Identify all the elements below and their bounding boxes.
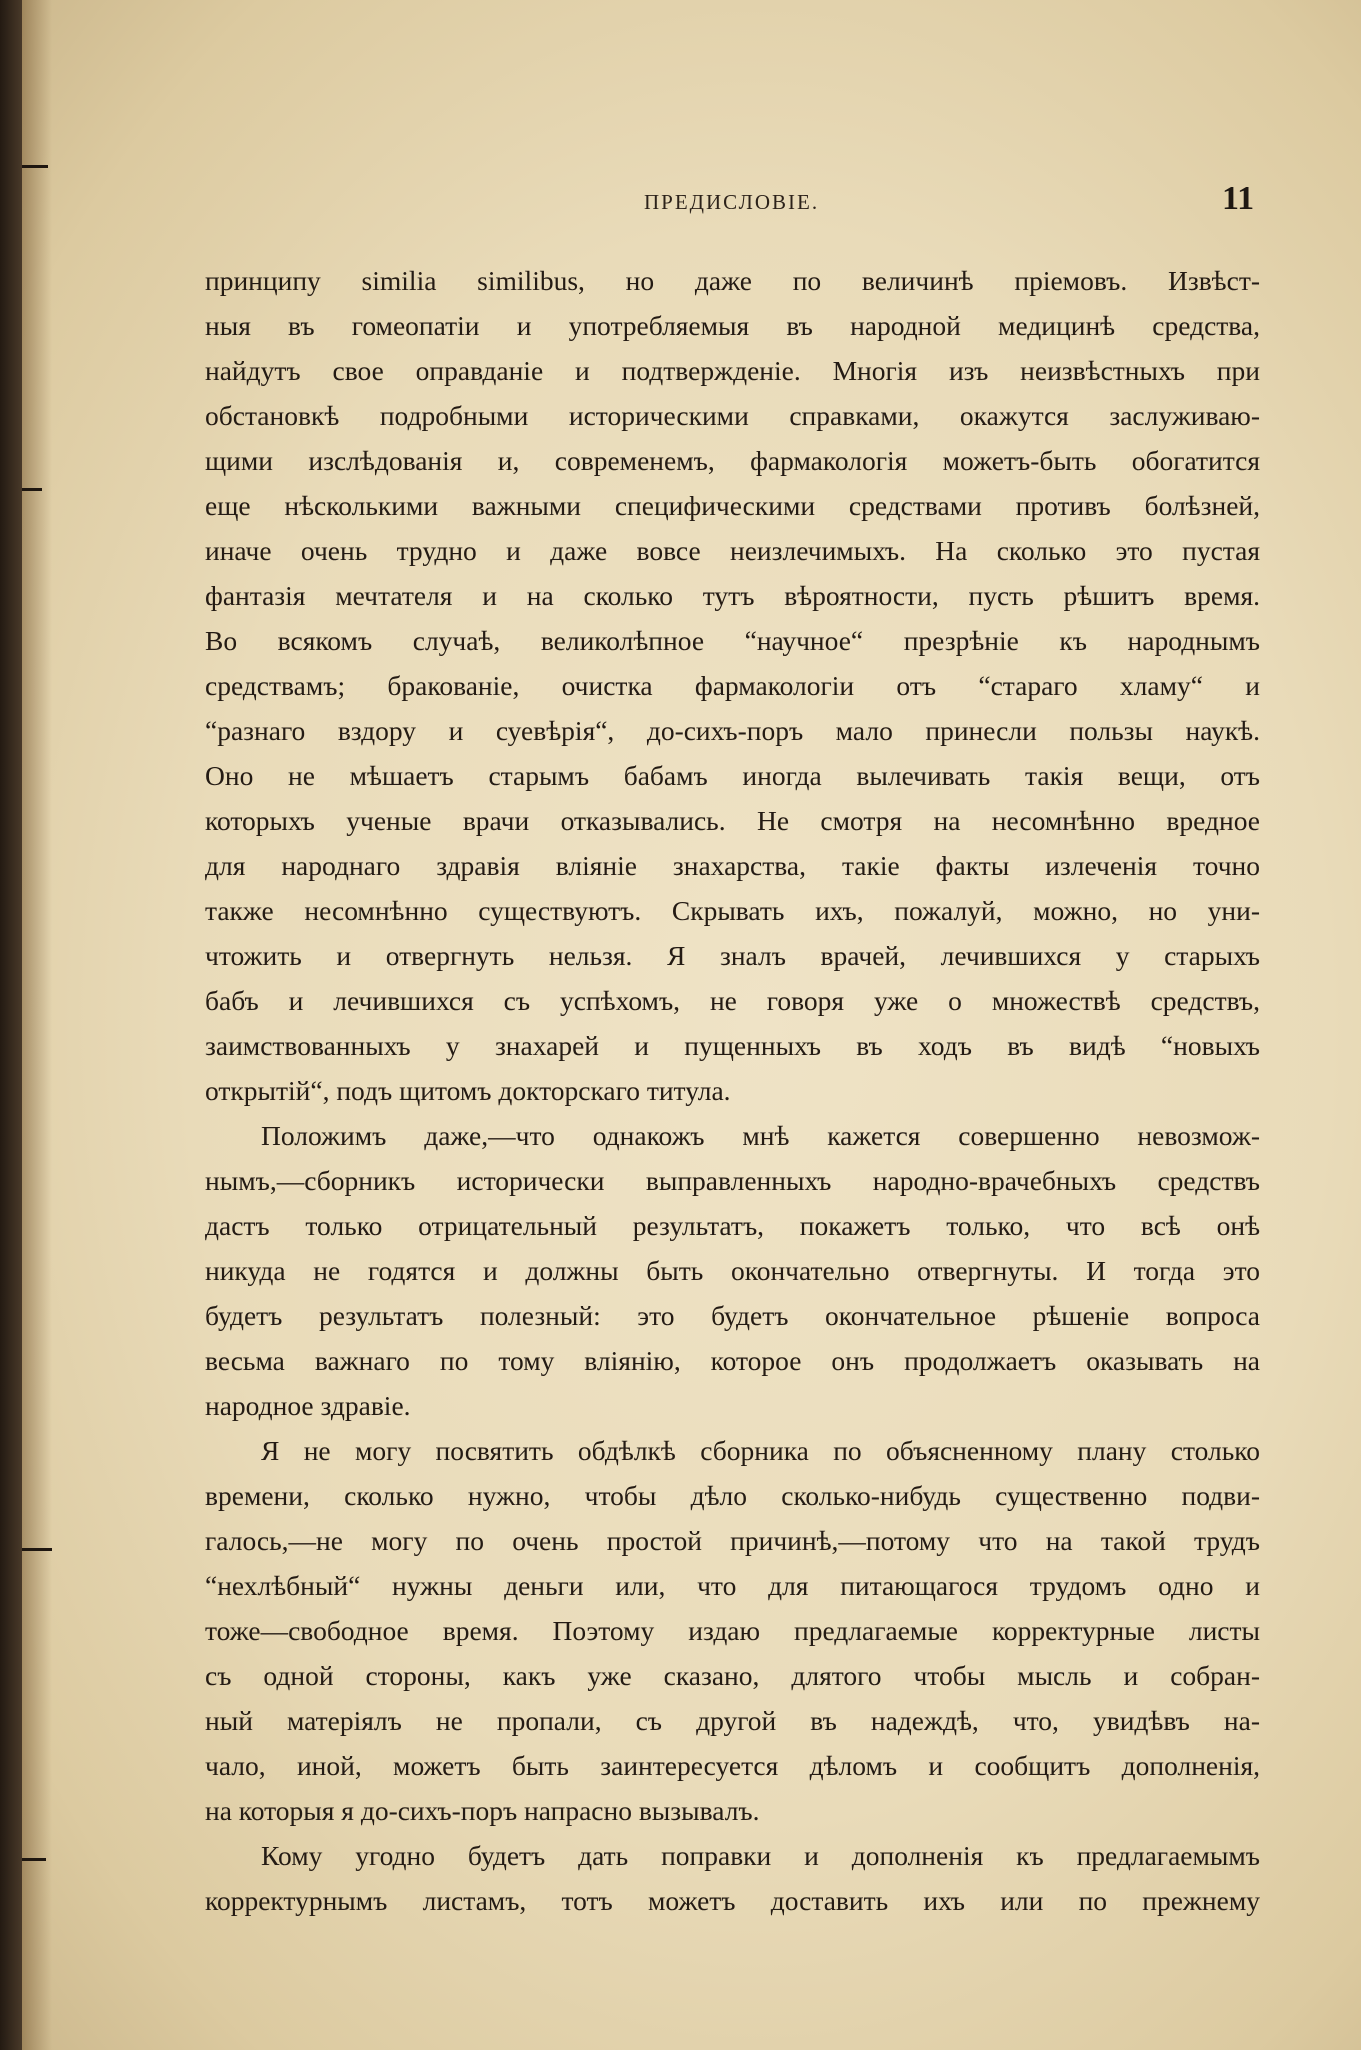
text-line: найдутъ свое оправданіе и подтвержденіе. Многія изъ неизвѣстныхъ при: [205, 355, 1260, 386]
binding-thread-mark: [22, 1858, 46, 1861]
text-line: “нехлѣбный“ нужны деньги или, что для питающагося трудомъ одно и: [205, 1570, 1260, 1601]
binding-thread-mark: [22, 165, 48, 168]
text-line: будетъ результатъ полезный: это будетъ окончательное рѣшеніе вопроса: [205, 1300, 1260, 1331]
text-line: времени, сколько нужно, чтобы дѣло сколько-нибудь существенно подви-: [205, 1480, 1260, 1511]
running-title: ПРЕДИСЛОВІЕ.: [644, 190, 820, 214]
text-line: чтожить и отвергнуть нельзя. Я зналъ врачей, лечившихся у старыхъ: [205, 940, 1260, 971]
binding-thread-mark: [22, 1548, 52, 1551]
text-line: иначе очень трудно и даже вовсе неизлечимыхъ. На сколько это пустая: [205, 535, 1260, 566]
text-line: принципу similia similibus, но даже по величинѣ пріемовъ. Извѣст-: [205, 265, 1260, 296]
page-header: [22, 180, 1361, 226]
text-line: средствамъ; бракованіе, очистка фармакологіи отъ “стараго хламу“ и: [205, 670, 1260, 701]
text-line: заимствованныхъ у знахарей и пущенныхъ въ ходъ въ видѣ “новыхъ: [205, 1030, 1260, 1061]
body-text: [205, 258, 1260, 1923]
text-line: никуда не годятся и должны быть окончательно отвергнуты. И тогда это: [205, 1255, 1260, 1286]
text-line: ный матеріялъ не пропали, съ другой въ надеждѣ, что, увидѣвъ на-: [205, 1705, 1260, 1736]
text-line: которыхъ ученые врачи отказывались. Не смотря на несомнѣнно вредное: [205, 805, 1260, 836]
text-line: бабъ и лечившихся съ успѣхомъ, не говоря уже о множествѣ средствъ,: [205, 985, 1260, 1016]
text-line: обстановкѣ подробными историческими справками, окажутся заслуживаю-: [205, 400, 1260, 431]
text-line: щими изслѣдованія и, современемъ, фармакологія можетъ-быть обогатится: [205, 445, 1260, 476]
text-line: Положимъ даже,—что однакожъ мнѣ кажется совершенно невозмож-: [261, 1120, 1260, 1151]
text-line: Во всякомъ случаѣ, великолѣпное “научное“ презрѣніе къ народнымъ: [205, 625, 1260, 656]
text-line: нымъ,—сборникъ исторически выправленныхъ народно-врачебныхъ средствъ: [205, 1165, 1260, 1196]
text-line: народное здравіе.: [205, 1390, 411, 1421]
text-line: Я не могу посвятить обдѣлкѣ сборника по объясненному плану столько: [261, 1435, 1260, 1466]
text-line: Кому угодно будетъ дать поправки и дополненія къ предлагаемымъ: [261, 1840, 1260, 1871]
paragraph: [205, 1428, 1260, 1833]
text-line: также несомнѣнно существуютъ. Скрывать ихъ, пожалуй, можно, но уни-: [205, 895, 1260, 926]
text-line: еще нѣсколькими важными специфическими средствами противъ болѣзней,: [205, 490, 1260, 521]
paragraph: [205, 1833, 1260, 1923]
text-line: весьма важнаго по тому вліянію, которое онъ продолжаетъ оказывать на: [205, 1345, 1260, 1376]
book-page: [22, 0, 1361, 2050]
text-line: дастъ только отрицательный результатъ, покажетъ только, что всѣ онѣ: [205, 1210, 1260, 1241]
text-line: “разнаго вздору и суевѣрія“, до-сихъ-поръ мало принесли пользы наукѣ.: [205, 715, 1260, 746]
text-line: ныя въ гомеопатіи и употребляемыя въ народной медицинѣ средства,: [205, 310, 1260, 341]
paragraph: [205, 1113, 1260, 1428]
binding-thread-mark: [22, 488, 42, 491]
text-line: открытій“, подъ щитомъ докторскаго титула.: [205, 1075, 731, 1106]
text-line: на которыя я до-сихъ-поръ напрасно вызывалъ.: [205, 1795, 760, 1826]
text-line: съ одной стороны, какъ уже сказано, длятого чтобы мысль и собран-: [205, 1660, 1260, 1691]
page-number: 11: [1222, 180, 1255, 217]
page-gutter-shadow: [22, 0, 52, 2050]
text-line: фантазія мечтателя и на сколько тутъ вѣроятности, пусть рѣшитъ время.: [205, 580, 1260, 611]
text-line: корректурнымъ листамъ, тотъ можетъ доставить ихъ или по прежнему: [205, 1885, 1260, 1916]
text-line: для народнаго здравія вліяніе знахарства, такіе факты излеченія точно: [205, 850, 1260, 881]
text-line: чало, иной, можетъ быть заинтересуется дѣломъ и сообщитъ дополненія,: [205, 1750, 1260, 1781]
text-line: галось,—не могу по очень простой причинѣ,—потому что на такой трудъ: [205, 1525, 1260, 1556]
text-line: тоже—свободное время. Поэтому издаю предлагаемые корректурные листы: [205, 1615, 1260, 1646]
text-line: Оно не мѣшаетъ старымъ бабамъ иногда вылечивать такія вещи, отъ: [205, 760, 1260, 791]
paragraph: [205, 258, 1260, 1113]
